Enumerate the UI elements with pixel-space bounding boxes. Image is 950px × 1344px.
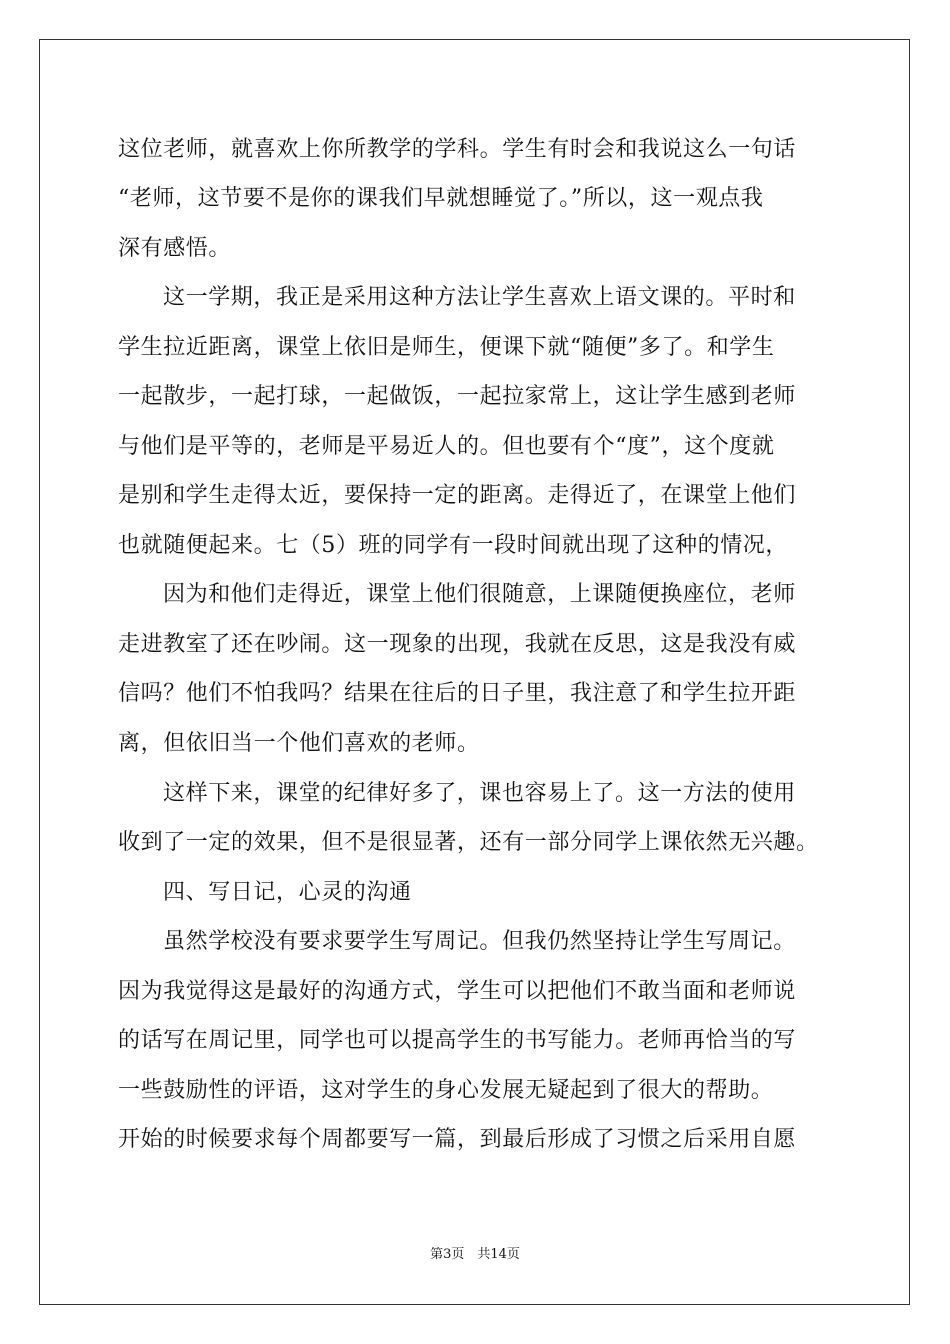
text-line: 这一学期，我正是采用这种方法让学生喜欢上语文课的。平时和 xyxy=(163,285,796,310)
section-heading: 四、写日记，心灵的沟通 xyxy=(163,880,412,905)
text-line: 离，但依旧当一个他们喜欢的老师。 xyxy=(118,731,480,756)
page-number: 第3页 共14页 xyxy=(430,1247,520,1262)
text-line: 因为我觉得这是最好的沟通方式，学生可以把他们不敢当面和老师说 xyxy=(118,979,797,1004)
text-line: 一起散步，一起打球，一起做饭，一起拉家常上，这让学生感到老师 xyxy=(118,384,797,409)
text-line: “老师，这节要不是你的课我们早就想睡觉了。”所以，这一观点我 xyxy=(118,186,764,211)
text-line: 走进教室了还在吵闹。这一现象的出现，我就在反思，这是我没有威 xyxy=(118,632,797,657)
text-line: 这样下来，课堂的纪律好多了，课也容易上了。这一方法的使用 xyxy=(163,781,796,806)
text-line: 这位老师，就喜欢上你所教学的学科。学生有时会和我说这么一句话 xyxy=(118,137,797,162)
page-border xyxy=(39,39,910,1305)
text-line: 虽然学校没有要求要学生写周记。但我仍然坚持让学生写周记。 xyxy=(163,929,796,954)
text-line: 开始的时候要求每个周都要写一篇，到最后形成了习惯之后采用自愿 xyxy=(118,1127,797,1152)
text-line: 一些鼓励性的评语，这对学生的身心发展无疑起到了很大的帮助。 xyxy=(118,1078,774,1103)
text-line: 收到了一定的效果，但不是很显著，还有一部分同学上课依然无兴趣。 xyxy=(118,830,819,855)
text-line: 深有感悟。 xyxy=(118,236,232,261)
text-line: 是别和学生走得太近，要保持一定的距离。走得近了，在课堂上他们 xyxy=(118,483,797,508)
text-line: 信吗？他们不怕我吗？结果在往后的日子里，我注意了和学生拉开距 xyxy=(118,681,797,706)
text-line: 学生拉近距离，课堂上依旧是师生，便课下就“随便”多了。和学生 xyxy=(118,335,775,360)
text-line: 也就随便起来。七（5）班的同学有一段时间就出现了这种的情况， xyxy=(118,533,788,558)
text-line: 与他们是平等的，老师是平易近人的。但也要有个“度”，这个度就 xyxy=(118,434,775,459)
text-line: 因为和他们走得近，课堂上他们很随意，上课随便换座位，老师 xyxy=(163,582,796,607)
text-line: 的话写在周记里，同学也可以提高学生的书写能力。老师再恰当的写 xyxy=(118,1028,797,1053)
